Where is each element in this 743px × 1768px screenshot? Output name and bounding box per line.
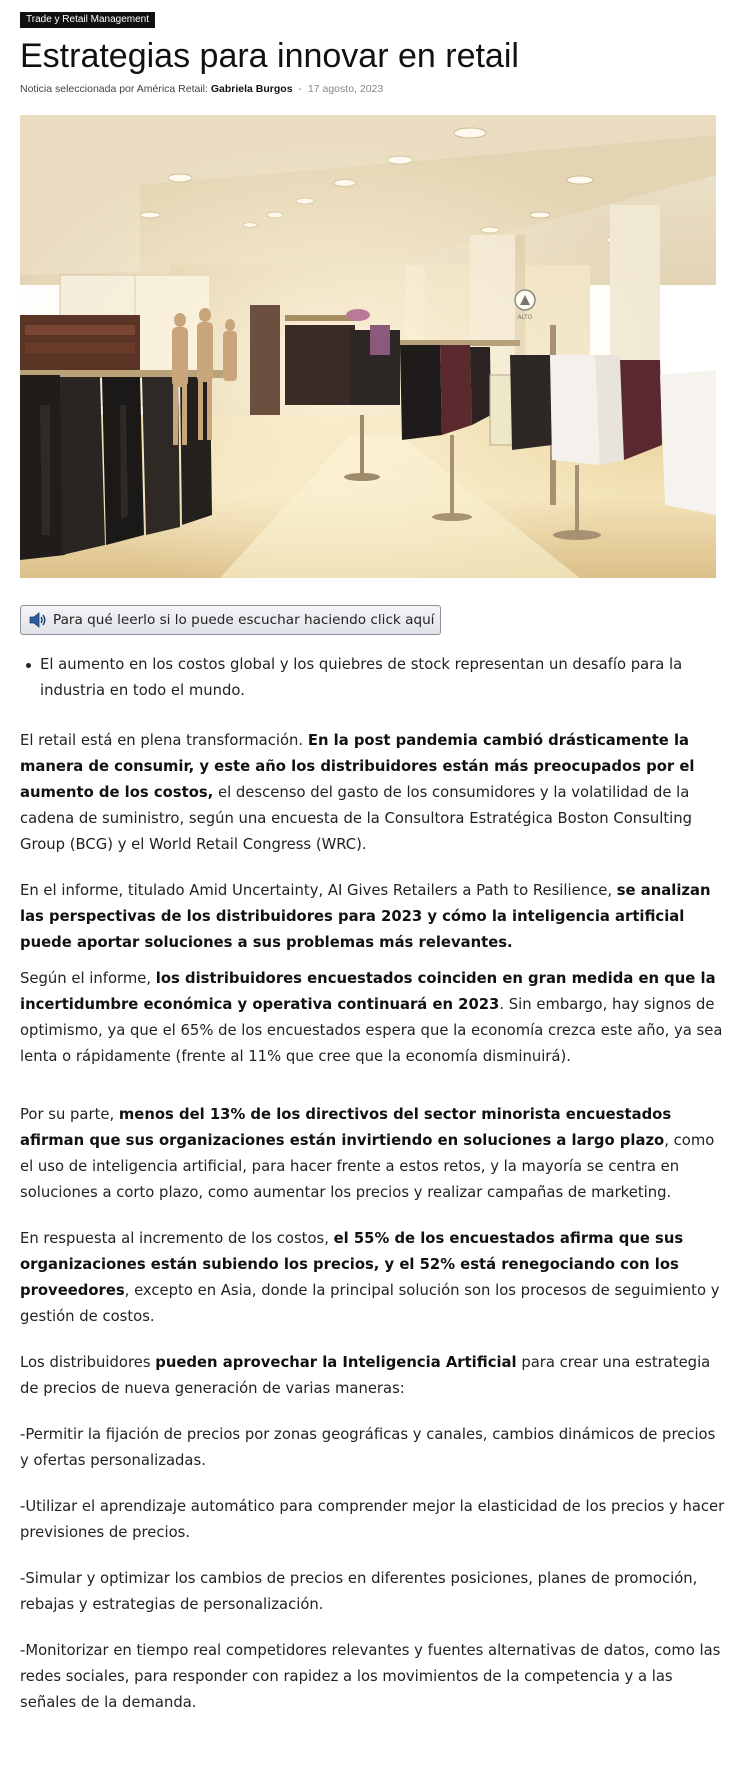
paragraph-10: -Monitorizar en tiempo real competidores relevantes y fuentes alternativas de datos, como las redes sociales, para responder con rapidez a los movimientos de la competencia y a las señales de la demanda.: [20, 1642, 721, 1711]
paragraph-3: Según el informe, los distribuidores encuestados coinciden en gran medida en que la incertidumbre económica y operativa continuará en 2023. Sin embargo, hay signos de optimismo, ya que el 65% de los encuestados espera que la economía crezca este año, ya sea lenta o rápidamente (frente al 11% que cree que la economía disminuirá).: [20, 970, 723, 1065]
paragraph-2: En el informe, titulado Amid Uncertainty, AI Gives Retailers a Path to Resilience, se analizan las perspectivas de los distribuidores para 2023 y cómo la inteligencia artificial puede aportar soluciones a sus problemas más relevantes.: [20, 882, 711, 951]
meta-separator: -: [298, 83, 302, 95]
meta-prefix: Noticia seleccionada por América Retail:: [20, 83, 208, 95]
article-body: [20, 652, 725, 1716]
publish-date: 17 agosto, 2023: [307, 83, 384, 95]
paragraph-4: Por su parte, menos del 13% de los directivos del sector minorista encuestados afirman que sus organizaciones están invirtiendo en soluciones a largo plazo, como el uso de inteligencia artificial, para hacer frente a estos retos, y la mayoría se centra en soluciones a corto plazo, como aumentar los precios y realizar campañas de marketing.: [20, 1106, 715, 1201]
store-interior-illustration: [20, 115, 716, 578]
summary-bullet: El aumento en los costos global y los quiebres de stock representan un desafío para la industria en todo el mundo.: [40, 652, 725, 704]
paragraph-7: -Permitir la fijación de precios por zonas geográficas y canales, cambios dinámicos de precios y ofertas personalizadas.: [20, 1426, 716, 1469]
summary-list: [20, 652, 725, 704]
paragraph-9: -Simular y optimizar los cambios de precios en diferentes posiciones, planes de promoción, rebajas y estrategias de personalización.: [20, 1570, 698, 1613]
hero-image: [20, 115, 716, 578]
paragraph-5: En respuesta al incremento de los costos, el 55% de los encuestados afirma que sus organizaciones están subiendo los precios, y el 52% está renegociando con los proveedores, excepto en Asia, donde la principal solución son los procesos de seguimiento y gestión de costos.: [20, 1230, 720, 1325]
category-tag[interactable]: Trade y Retail Management: [20, 12, 155, 28]
listen-audio-button[interactable]: [20, 605, 441, 635]
speaker-icon: [29, 612, 47, 628]
article-meta: [20, 82, 383, 96]
listen-button-label: Para qué leerlo si lo puede escuchar haciendo click aquí: [53, 612, 435, 628]
page-title: Estrategias para innovar en retail: [20, 37, 519, 75]
author-link[interactable]: Gabriela Burgos: [210, 83, 293, 95]
paragraph-1: El retail está en plena transformación. En la post pandemia cambió drásticamente la manera de consumir, y este año los distribuidores están más preocupados por el aumento de los costos, el descenso del gasto de los consumidores y la volatilidad de la cadena de suministro, según una encuesta de la Consultora Estratégica Boston Consulting Group (BCG) y el World Retail Congress (WRC).: [20, 732, 695, 853]
paragraph-6: Los distribuidores pueden aprovechar la Inteligencia Artificial para crear una estrategia de precios de nueva generación de varias maneras:: [20, 1354, 711, 1397]
paragraph-8: -Utilizar el aprendizaje automático para comprender mejor la elasticidad de los precios y hacer previsiones de precios.: [20, 1498, 725, 1541]
